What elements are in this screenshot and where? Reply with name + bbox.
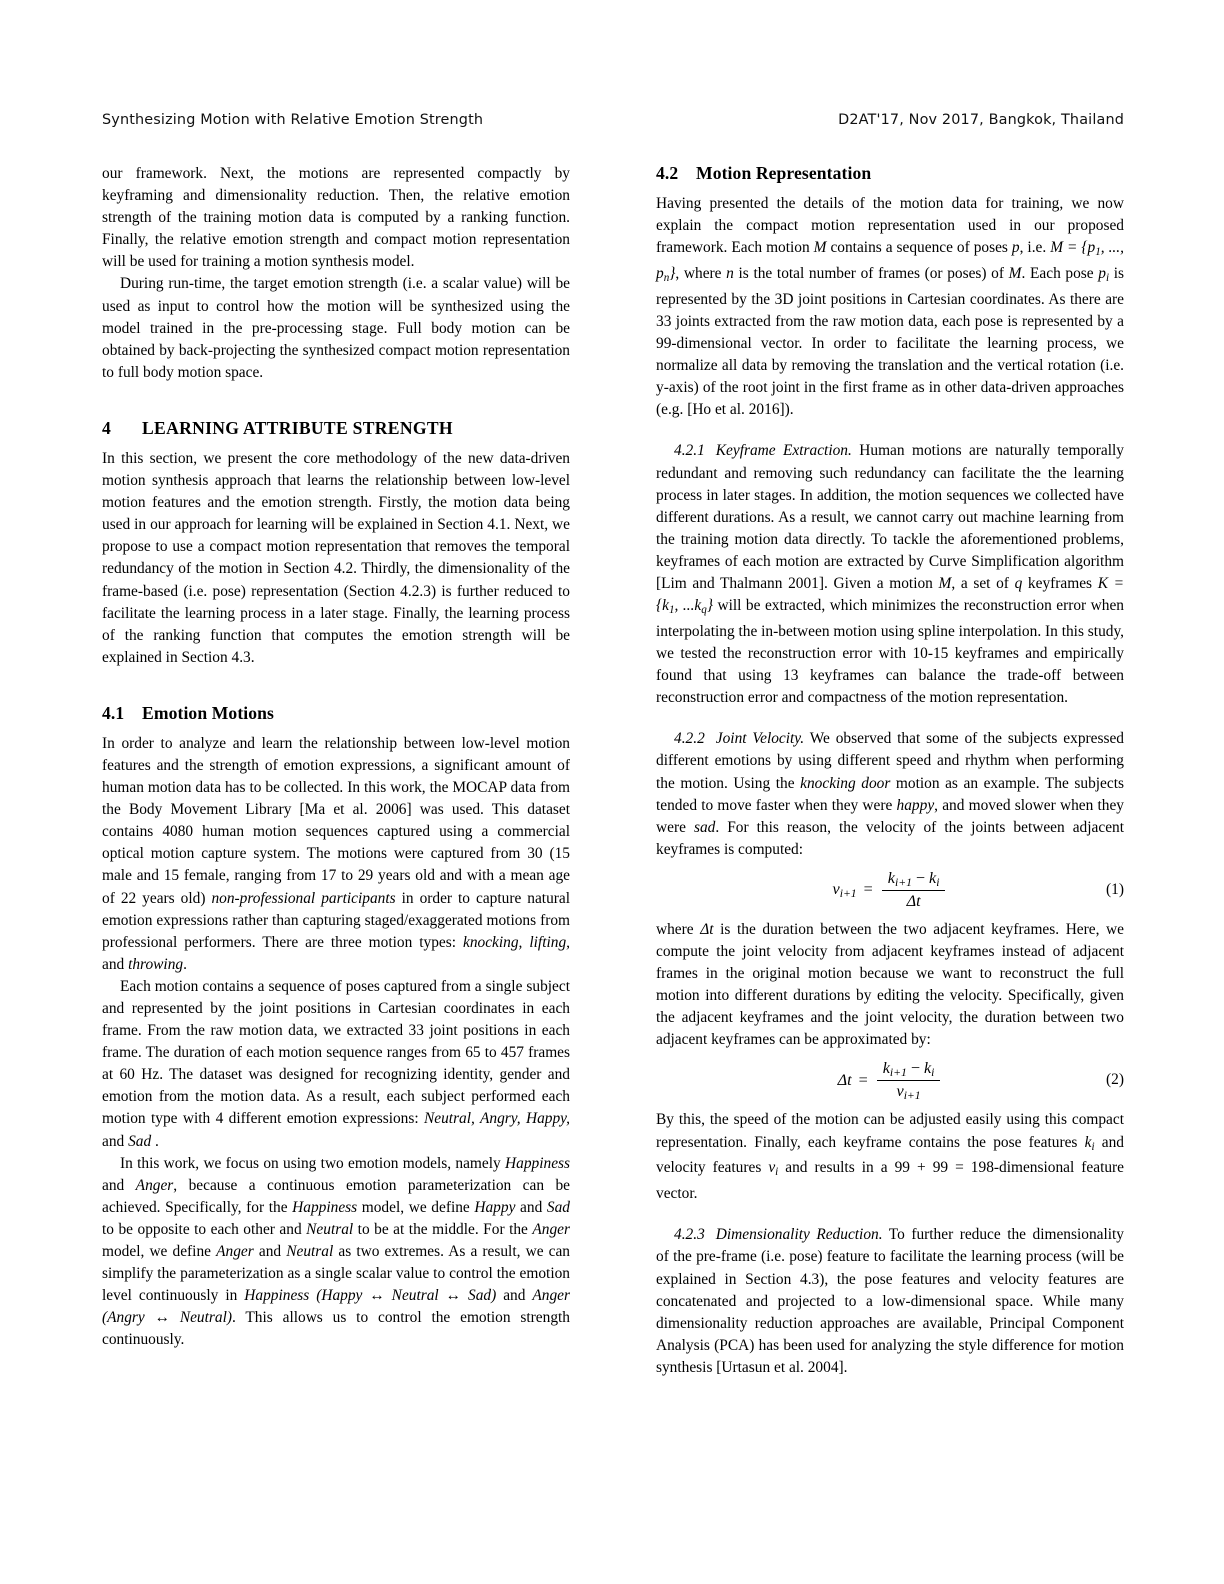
equation-2 <box>656 1051 1124 1109</box>
emphasis-happiness-range: Happiness (Happy ↔ Neutral ↔ Sad) <box>244 1287 497 1305</box>
emphasis-neutral-2: Neutral <box>286 1243 334 1261</box>
text-run: , i.e. <box>1019 239 1051 257</box>
paragraph-runtime: During run-time, the target emotion strength (i.e. a scalar value) will be used as input to control how the motion will be synthesized using the model trained in the pre-processing stage. Full body motion can be obtained by back-projecting the synthesized compact motion representation to full body motion space. <box>102 275 570 381</box>
text-run: and <box>496 1287 533 1305</box>
running-header-title: Synthesizing Motion with Relative Emotion Strength <box>102 112 484 128</box>
math-p: p <box>1011 239 1020 257</box>
spacer <box>656 709 1124 728</box>
text-run: and <box>515 1198 547 1216</box>
left-column <box>102 163 570 1413</box>
math-q: q <box>1014 575 1023 593</box>
text-run: . <box>151 1132 159 1150</box>
text-run: and <box>253 1243 287 1261</box>
text-run: To further reduce the dimensionality of the pre-frame (i.e. pose) feature to facilitate the learning process (will be explained in Section 4.3), the pose features and velocity features are concatenated and projected to a low-dimensional space. While many dimensionality reduction approaches are available, Principal Component Analysis (PCA) has been used for analyzing the style difference for motion synthesis [Urtasun et al. 2004]. <box>656 1226 1124 1376</box>
text-run: , because a continuous emotion parameterization can be achieved. Specifically, for the <box>102 1176 570 1216</box>
text-run: We observed that some of the subjects expressed different emotions by using different speed and rhythm when performing the motion. Using the <box>656 730 1124 792</box>
text-run: and <box>102 955 129 973</box>
text-run: Having presented the details of the motion data for training, we now explain the compact motion representation used in our proposed framework. Each motion <box>656 195 1124 257</box>
math-sub-k1: 1 <box>669 603 675 616</box>
equation-2-numerator: $k_{i+1} - k_i$ <box>877 1059 941 1081</box>
section-number-42: 4.2 <box>656 163 679 183</box>
emphasis-happiness-2: Happiness <box>292 1198 358 1216</box>
section-number-4: 4 <box>102 417 112 438</box>
subsection-title-422: Joint Velocity. <box>715 730 805 748</box>
emphasis-emotions: Neutral, Angry, Happy, <box>424 1110 570 1128</box>
emphasis-neutral: Neutral <box>306 1220 354 1238</box>
text-run: is the total number of frames (or poses) of <box>733 265 1009 283</box>
equation-2-lhs: Δt <box>837 1070 852 1089</box>
emphasis-happy-3: happy <box>896 796 935 814</box>
math-sub-kq: q <box>701 603 707 616</box>
math-set-mid: , ..., p <box>656 239 1124 283</box>
text-run: , and moved slower when they were <box>656 796 1124 836</box>
emphasis-motion-types: knocking, lifting, <box>463 933 570 951</box>
emphasis-sad-2: Sad <box>546 1198 570 1216</box>
emphasis-anger-range: Anger (Angry ↔ Neutral) <box>102 1287 570 1327</box>
equation-2-number: (2) <box>1106 1071 1124 1089</box>
section-heading-42 <box>656 163 1124 184</box>
text-run: and results in a 99 + 99 = 198-dimensional feature vector. <box>656 1159 1124 1203</box>
text-run: model, we define <box>102 1243 217 1261</box>
emphasis-sad-3: sad <box>693 818 716 836</box>
spacer <box>102 384 570 418</box>
paragraph-motion-representation <box>656 193 1124 421</box>
math-sub-i: i <box>1106 271 1110 284</box>
text-run: In order to analyze and learn the relationship between low-level motion features and the strength of emotion expressions, a significant amount of human motion data has to be collected. In this work, the MOCAP data from the Body Movement Library [Ma et al. 2006] was used. This dataset contains 4080 human motion sequences captured using a commercial optical motion capture system. The motions were captured from 30 (15 male and 15 female, ranging from 17 to 29 years old and with a mean age of 22 years old) <box>102 734 570 907</box>
subsection-title-421: Keyframe Extraction. <box>715 442 852 460</box>
paragraph-joint-velocity <box>656 728 1124 861</box>
two-column-body <box>102 163 1124 1413</box>
text-run: In this work, we focus on using two emotion models, namely <box>120 1154 506 1172</box>
equation-2-body <box>838 1059 943 1102</box>
paragraph-poses <box>102 976 570 1153</box>
emphasis-happiness: Happiness <box>505 1154 570 1172</box>
right-column <box>656 163 1124 1413</box>
text-run: Human motions are naturally temporally redundant and removing such redundancy can facilitate the the learning process in later stages. In addition, the motion sequences we collected have different durations. As a result, we cannot carry out machine learning from the training motion data directly. To tackle the aforementioned problems, keyframes of each motion are extracted by Curve Simplification algorithm [Lim and Thalmann 2001]. Given a motion <box>656 442 1125 593</box>
equation-2-fraction <box>877 1059 941 1102</box>
text-run: and velocity features <box>656 1133 1124 1177</box>
equation-1-denominator: Δt <box>906 892 921 911</box>
emphasis-anger-3: Anger <box>216 1243 254 1261</box>
equation-1-body <box>833 869 948 910</box>
subsection-number-422: 4.2.2 <box>674 730 705 748</box>
text-run: , where <box>675 265 727 283</box>
text-run: motion as an example. The subjects tended to move faster when they were <box>656 774 1124 814</box>
math-p-i: p <box>1098 265 1106 283</box>
text-run: keyframes <box>1022 575 1098 593</box>
text-run: and <box>102 1132 129 1150</box>
section-title-4: LEARNING ATTRIBUTE STRENGTH <box>142 417 453 438</box>
running-header-venue: D2AT'17, Nov 2017, Bangkok, Thailand <box>838 112 1124 128</box>
text-run: . For this reason, the velocity of the joints between adjacent keyframes is computed: <box>656 818 1124 858</box>
paragraph-feature-vector: By this, the speed of the motion can be adjusted easily using this compact representation. Finally, each keyframe contains the pose features $k_i$ and velocity features $v_i$ and results in a 99 + 99 = 198-dimensional feature vector. <box>656 1111 1124 1203</box>
math-k-i: k <box>1084 1133 1092 1151</box>
equation-1-equals: = <box>863 880 873 899</box>
math-K-mid: , ...k <box>674 597 702 615</box>
section-heading-4 <box>102 418 570 439</box>
text-run: . <box>183 955 187 973</box>
text-run: and <box>102 1176 136 1194</box>
spacer <box>656 184 1124 193</box>
emphasis-nonprofessional: non-professional participants <box>211 889 396 907</box>
paragraph-section4-intro: In this section, we present the core methodology of the new data-driven motion synthesis approach that learns the relationship between low-level motion features and the emotion strength. Firstly, the motion data being used in our approach for learning will be explained in Section 4.1. Next, we propose to use a compact motion representation that removes the temporal redundancy of the motion in Section 4.2. Thirdly, the dimensionality of the frame-based (i.e. pose) representation (Section 4.2.3) is further reduced to facilitate the learning process in a later stage. Finally, the learning process of the ranking function that computes the emotion strength will be explained in Section 4.3. <box>102 449 570 666</box>
math-sub-1: 1 <box>1095 245 1101 258</box>
spacer <box>102 669 570 703</box>
section-number-41: 4.1 <box>102 702 125 723</box>
running-header <box>102 112 1124 136</box>
text-run: contains a sequence of poses <box>826 239 1012 257</box>
math-M-2: M <box>1008 265 1022 283</box>
text-run: model, we define <box>357 1198 475 1216</box>
paragraph-keyframe-extraction <box>656 440 1124 709</box>
section-title-42: Motion Representation <box>696 163 872 183</box>
text-run: to be opposite to each other and <box>102 1220 307 1238</box>
spacer <box>656 1205 1124 1224</box>
text-run: . This allows us to control the emotion strength continuously. <box>102 1309 570 1349</box>
text-run: where <box>656 920 701 938</box>
math-sub-n: n <box>663 271 670 284</box>
equation-2-denominator: $v_{i+1}$ <box>896 1081 921 1102</box>
equation-1-lhs: $v_{i+1}$ <box>832 879 857 900</box>
spacer <box>102 439 570 448</box>
section-heading-41 <box>102 703 570 724</box>
emphasis-happy: Happy <box>474 1198 516 1216</box>
subsection-number-423: 4.2.3 <box>674 1226 705 1244</box>
math-v-i: v <box>768 1159 776 1177</box>
paragraph-framework: our framework. Next, the motions are represented compactly by keyframing and dimensionality reduction. Then, the relative emotion strength of the training motion data is computed by a ranking function. Finally, the relative emotion strength and compact motion representation will be used for training a motion synthesis model. <box>102 165 570 271</box>
text-run: By this, the speed of the motion can be adjusted easily using this compact representation. Finally, each keyframe contains the pose features <box>656 1111 1124 1151</box>
math-n: n <box>726 265 734 283</box>
text-run: Each motion contains a sequence of poses captured from a single subject and represented by the joint positions in Cartesian coordinates in each frame. From the raw motion data, we extracted 33 joint positions in each frame. The duration of each motion sequence ranges from 65 to 457 frames at 60 Hz. The dataset was designed for recognizing identity, gender and emotion from the motion data. As a result, each subject performed each motion type with 4 different emotion expressions: <box>102 977 570 1128</box>
emphasis-knocking-door: knocking door <box>800 774 891 792</box>
math-delta-t: Δt <box>700 920 714 938</box>
spacer <box>102 724 570 733</box>
spacer <box>656 421 1124 440</box>
emphasis-anger: Anger <box>135 1176 174 1194</box>
math-K-close: } <box>706 597 713 615</box>
paragraph-dataset <box>102 733 570 976</box>
emphasis-anger-2: Anger <box>532 1220 570 1238</box>
equation-1-numerator: $k_{i+1} - k_i$ <box>882 869 946 891</box>
equation-1-number: (1) <box>1106 880 1124 898</box>
text-run: , a set of <box>951 575 1015 593</box>
paragraph-dimensionality-reduction <box>656 1224 1124 1379</box>
text-run: to be at the middle. For the <box>353 1220 533 1238</box>
equation-1 <box>656 861 1124 919</box>
paragraph-emotion-models <box>102 1153 570 1352</box>
text-run: is the duration between the two adjacent keyframes. Here, we compute the joint velocity from adjacent keyframes instead of adjacent frames in the original motion because we want to reconstruct the full motion into different durations by editing the velocity. Specifically, given the adjacent keyframes and the joint velocity, the duration between two adjacent keyframes can be approximated by: <box>656 920 1124 1049</box>
subsection-title-423: Dimensionality Reduction. <box>715 1226 883 1244</box>
math-K-set: K = {k <box>656 575 1124 615</box>
equation-2-equals: = <box>858 1070 868 1089</box>
subsection-number-421: 4.2.1 <box>674 442 705 460</box>
text-run: will be extracted, which minimizes the reconstruction error when interpolating the in-between motion using spline interpolation. In this study, we tested the reconstruction error with 10-15 keyframes and empirically found that using 13 keyframes can balance the trade-off between reconstruction error and compactness of the motion representation. <box>656 597 1124 707</box>
text-run: as two extremes. As a result, we can simplify the parameterization as a single scalar value to control the emotion level continuously in <box>102 1243 571 1305</box>
math-M-set: M = {p <box>1050 239 1096 257</box>
paragraph-delta-t-explained <box>656 919 1124 1052</box>
text-run: in order to capture natural emotion expressions rather than capturing staged/exaggerated motions from professional performers. There are three motion types: <box>102 889 571 951</box>
text-run: . Each pose <box>1021 265 1099 283</box>
section-title-41: Emotion Motions <box>142 702 274 723</box>
math-M-3: M <box>938 575 952 593</box>
emphasis-sad: Sad <box>128 1132 152 1150</box>
text-run: is represented by the 3D joint positions in Cartesian coordinates. As there are 33 joints extracted from the raw motion data, each pose is represented by a 99-dimensional vector. In order to facilitate the learning process, we normalize all data by removing the translation and the vertical rotation (i.e. y-axis) of the root joint in the first frame as in other data-driven approaches (e.g. [Ho et al. 2016]). <box>656 265 1124 419</box>
math-M: M <box>813 239 827 257</box>
emphasis-throwing: throwing <box>128 955 184 973</box>
equation-1-fraction <box>882 869 946 910</box>
math-set-close: } <box>669 265 676 283</box>
